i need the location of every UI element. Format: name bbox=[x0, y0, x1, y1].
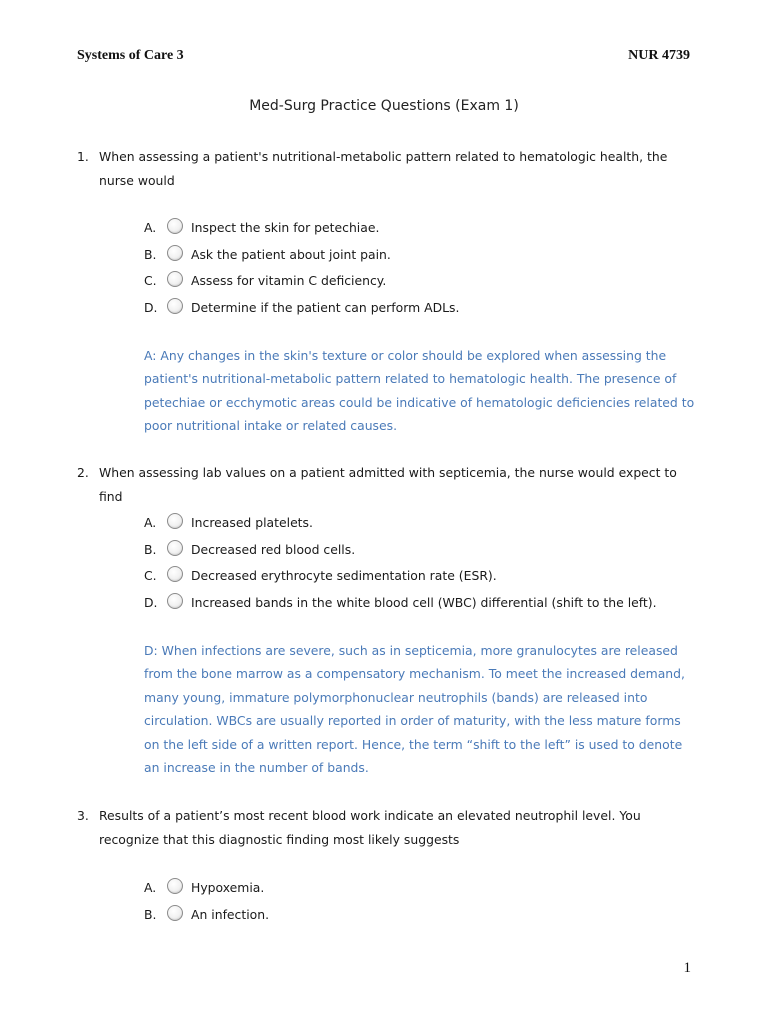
option-text: Decreased erythrocyte sedimentation rate (ESR). bbox=[191, 568, 497, 584]
option-letter: C. bbox=[144, 273, 157, 289]
option-text: Increased bands in the white blood cell (WBC) differential (shift to the left). bbox=[191, 595, 657, 611]
radio-button[interactable] bbox=[167, 566, 183, 582]
question-number: 1. bbox=[77, 149, 89, 164]
option-b[interactable] bbox=[144, 902, 704, 929]
radio-button[interactable] bbox=[167, 218, 183, 234]
option-letter: B. bbox=[144, 541, 157, 557]
option-a[interactable] bbox=[144, 875, 704, 902]
question-stem: When assessing lab values on a patient admitted with septicemia, the nurse would expect to find bbox=[99, 465, 677, 504]
question-stem: Results of a patient’s most recent blood work indicate an elevated neutrophil level. You recognize that this diagnostic finding most likely suggests bbox=[99, 808, 641, 847]
header-course-code: NUR 4739 bbox=[628, 48, 690, 63]
answer-rationale-1: A: Any changes in the skin's texture or color should be explored when assessing the patient's nutritional-metabolic pattern related to hematologic health. The presence of petechiae or ecchymotic areas could be indicative of hematologic deficiencies related to poor nutritional intake or related causes. bbox=[144, 348, 695, 434]
option-text: Decreased red blood cells. bbox=[191, 541, 356, 557]
option-letter: B. bbox=[144, 246, 157, 262]
question-2-options bbox=[144, 510, 704, 617]
option-text: Ask the patient about joint pain. bbox=[191, 246, 391, 262]
option-a[interactable] bbox=[144, 510, 704, 537]
question-3 bbox=[77, 804, 692, 851]
option-text: Assess for vitamin C deficiency. bbox=[191, 273, 387, 289]
header-course: Systems of Care 3 bbox=[77, 48, 184, 63]
question-2 bbox=[77, 461, 692, 508]
page-number: 1 bbox=[683, 960, 691, 976]
answer-rationale-2: D: When infections are severe, such as in septicemia, more granulocytes are released from the bone marrow as a compensatory mechanism. To meet the increased demand, many young, immature polymorphonuclear neutrophils (bands) are released into circulation. WBCs are usually reported in order of maturity, with the less mature forms on the left side of a written report. Hence, the term “shift to the left” is used to denote an increase in the number of bands. bbox=[144, 643, 685, 776]
option-b[interactable] bbox=[144, 537, 704, 564]
radio-button[interactable] bbox=[167, 298, 183, 314]
radio-button[interactable] bbox=[167, 271, 183, 287]
question-stem: When assessing a patient's nutritional-metabolic pattern related to hematologic health, the nurse would bbox=[99, 149, 668, 188]
option-text: Determine if the patient can perform ADLs. bbox=[191, 300, 460, 316]
option-c[interactable] bbox=[144, 268, 704, 295]
radio-button[interactable] bbox=[167, 905, 183, 921]
question-1-options bbox=[144, 215, 704, 322]
option-letter: A. bbox=[144, 880, 157, 895]
radio-button[interactable] bbox=[167, 878, 183, 894]
option-text: Inspect the skin for petechiae. bbox=[191, 220, 380, 235]
radio-button[interactable] bbox=[167, 245, 183, 261]
option-letter: B. bbox=[144, 906, 157, 922]
radio-button[interactable] bbox=[167, 593, 183, 609]
option-text: Increased platelets. bbox=[191, 515, 313, 530]
option-d[interactable] bbox=[144, 295, 704, 322]
option-a[interactable] bbox=[144, 215, 704, 242]
question-number: 3. bbox=[77, 808, 89, 823]
question-1 bbox=[77, 145, 692, 192]
option-letter: A. bbox=[144, 220, 157, 235]
question-3-options bbox=[144, 875, 704, 928]
page-title: Med-Surg Practice Questions (Exam 1) bbox=[249, 98, 519, 114]
option-b[interactable] bbox=[144, 242, 704, 269]
option-c[interactable] bbox=[144, 563, 704, 590]
option-letter: D. bbox=[144, 300, 158, 316]
option-text: An infection. bbox=[191, 906, 270, 922]
question-number: 2. bbox=[77, 465, 89, 480]
option-letter: D. bbox=[144, 595, 158, 611]
option-letter: A. bbox=[144, 515, 157, 530]
radio-button[interactable] bbox=[167, 540, 183, 556]
radio-button[interactable] bbox=[167, 513, 183, 529]
option-letter: C. bbox=[144, 568, 157, 584]
option-text: Hypoxemia. bbox=[191, 880, 265, 895]
option-d[interactable] bbox=[144, 590, 704, 617]
